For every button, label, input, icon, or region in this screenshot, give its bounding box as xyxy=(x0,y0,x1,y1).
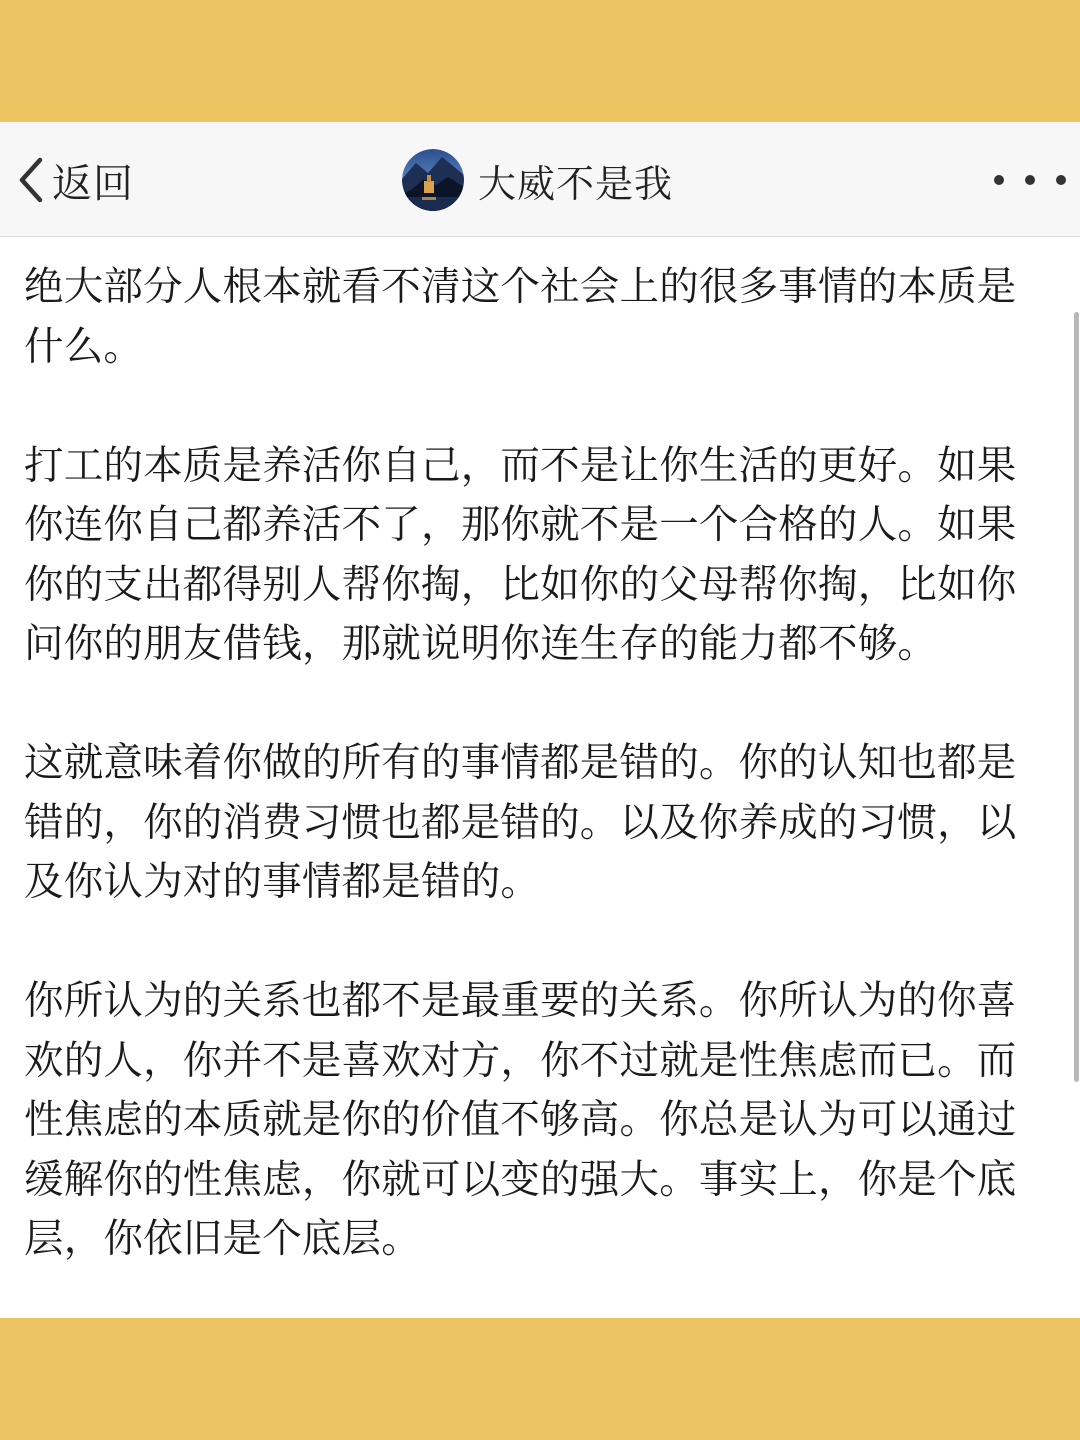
phone-screen xyxy=(0,122,1080,1318)
more-horizontal-icon-dot xyxy=(1025,175,1035,185)
nav-title: 大威不是我 xyxy=(478,161,674,206)
top-frame-band xyxy=(0,0,1080,122)
more-options-button[interactable] xyxy=(994,162,1066,198)
post-paragraph: 你所认为的关系也都不是最重要的关系。你所认为的你喜欢的人，你并不是喜欢对方，你不过就是性焦虑而已。而性焦虑的本质就是你的价值不够高。你总是认为可以通过缓解你的性焦虑，你就可以变的强大。事实上，你是个底层，你依旧是个底层。 xyxy=(24,978,1017,1262)
chevron-left-icon xyxy=(14,154,48,206)
avatar[interactable] xyxy=(402,149,464,211)
back-label: 返回 xyxy=(52,160,134,207)
more-horizontal-icon-dot xyxy=(994,175,1004,185)
post-paragraph: 打工的本质是养活你自己，而不是让你生活的更好。如果你连你自己都养活不了，那你就不是一个合格的人。如果你的支出都得别人帮你掏，比如你的父母帮你掏，比如你问你的朋友借钱，那就说明你连生存的能力都不够。 xyxy=(24,442,1017,667)
nav-title-group[interactable] xyxy=(402,148,673,212)
post-paragraph: 这就意味着你做的所有的事情都是错的。你的认知也都是错的，你的消费习惯也都是错的。以及你养成的习惯，以及你认为对的事情都是错的。 xyxy=(24,740,1017,905)
post-paragraph: 绝大部分人根本就看不清这个社会上的很多事情的本质是什么。 xyxy=(24,264,1017,370)
bottom-frame-band xyxy=(0,1318,1080,1440)
back-button[interactable] xyxy=(14,150,134,210)
more-horizontal-icon-dot xyxy=(1056,175,1066,185)
post-content xyxy=(24,258,1044,1318)
navigation-bar xyxy=(0,122,1080,237)
scrollbar[interactable] xyxy=(1074,312,1079,1082)
